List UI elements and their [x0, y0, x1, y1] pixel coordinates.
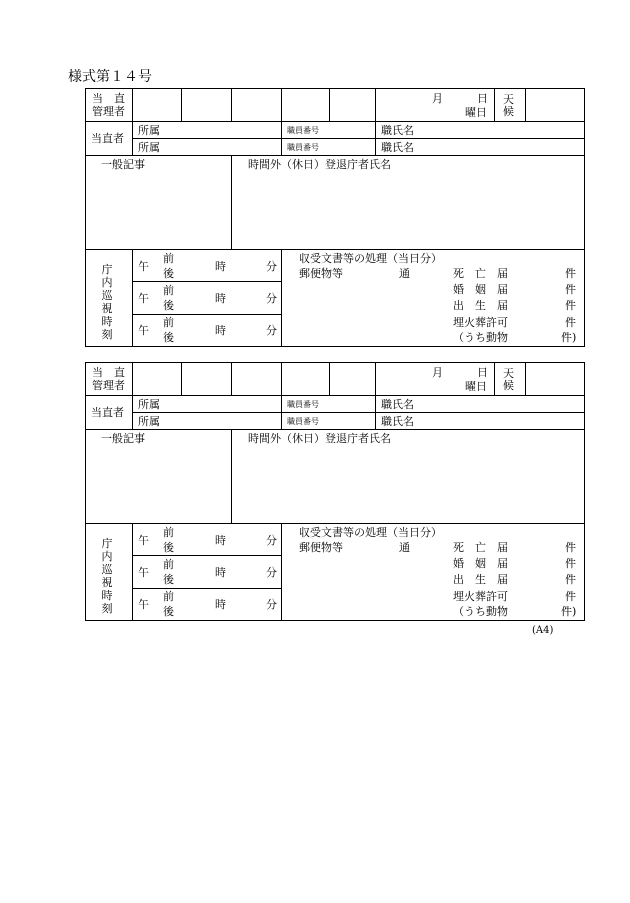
count-unit: 件 — [565, 299, 576, 312]
hour-label: 時 — [215, 292, 226, 305]
morning-label: 前 — [163, 590, 174, 603]
department-label: 所属 — [138, 141, 160, 154]
mail-label: 郵便物等 — [299, 541, 343, 554]
duty-manager-label-2: 管理者 — [92, 379, 125, 392]
count-unit: 件 — [565, 283, 576, 296]
documents-title: 収受文書等の処理（当日分） — [299, 252, 442, 265]
afternoon-label: 後 — [163, 267, 174, 280]
overtime-attendance-label: 時間外（休日）登退庁者氏名 — [248, 432, 391, 445]
minute-label: 分 — [266, 566, 277, 579]
paper-size-label: (A4) — [532, 625, 554, 636]
morning-label: 前 — [163, 316, 174, 329]
staff-name-label: 職氏名 — [381, 398, 414, 411]
patrol-time-label: 庁内巡視時刻 — [101, 263, 113, 341]
on-duty-staff-label: 当直者 — [91, 406, 124, 419]
minute-label: 分 — [266, 534, 277, 547]
animal-count-label: （うち動物 — [453, 605, 508, 618]
morning-label: 前 — [163, 526, 174, 539]
hour-label: 時 — [215, 534, 226, 547]
hour-label: 時 — [215, 566, 226, 579]
burial-permit-label: 埋火葬許可 — [453, 590, 508, 603]
staff-number-label: 職員番号 — [287, 417, 319, 426]
month-label: 月 — [432, 366, 443, 379]
staff-number-label: 職員番号 — [287, 400, 319, 409]
am-pm-label: 午 — [138, 292, 149, 305]
on-duty-staff-label: 当直者 — [91, 132, 124, 145]
count-unit-close: 件) — [561, 331, 577, 344]
am-pm-label: 午 — [138, 324, 149, 337]
death-notice-label: 死 亡 届 — [453, 267, 508, 280]
patrol-time-label: 庁内巡視時刻 — [101, 537, 113, 615]
burial-permit-label: 埋火葬許可 — [453, 316, 508, 329]
afternoon-label: 後 — [163, 331, 174, 344]
marriage-notice-label: 婚 姻 届 — [453, 557, 508, 570]
weekday-label: 曜日 — [465, 106, 487, 119]
afternoon-label: 後 — [163, 573, 174, 586]
am-pm-label: 午 — [138, 566, 149, 579]
month-label: 月 — [432, 92, 443, 105]
count-unit: 件 — [565, 267, 576, 280]
staff-number-label: 職員番号 — [287, 126, 319, 135]
afternoon-label: 後 — [163, 605, 174, 618]
staff-name-label: 職氏名 — [381, 124, 414, 137]
documents-title: 収受文書等の処理（当日分） — [299, 526, 442, 539]
staff-name-label: 職氏名 — [381, 415, 414, 428]
weekday-label: 曜日 — [465, 380, 487, 393]
birth-notice-label: 出 生 届 — [453, 299, 508, 312]
morning-label: 前 — [163, 252, 174, 265]
minute-label: 分 — [266, 324, 277, 337]
weather-label: 天 — [503, 93, 514, 106]
hour-label: 時 — [215, 260, 226, 273]
department-label: 所属 — [138, 398, 160, 411]
weather-label-2: 候 — [503, 105, 514, 118]
count-unit: 件 — [565, 590, 576, 603]
mail-label: 郵便物等 — [299, 267, 343, 280]
weather-label: 天 — [503, 367, 514, 380]
weather-label-2: 候 — [503, 379, 514, 392]
count-unit: 件 — [565, 316, 576, 329]
animal-count-label: （うち動物 — [453, 331, 508, 344]
birth-notice-label: 出 生 届 — [453, 573, 508, 586]
general-notes-label: 一般記事 — [101, 432, 145, 445]
morning-label: 前 — [163, 558, 174, 571]
day-label: 日 — [477, 92, 488, 105]
hour-label: 時 — [215, 324, 226, 337]
staff-number-label: 職員番号 — [287, 143, 319, 152]
mail-count-unit: 通 — [399, 267, 410, 280]
count-unit: 件 — [565, 557, 576, 570]
duty-manager-label-2: 管理者 — [92, 105, 125, 118]
minute-label: 分 — [266, 292, 277, 305]
marriage-notice-label: 婚 姻 届 — [453, 283, 508, 296]
duty-manager-label: 当 直 — [92, 92, 125, 105]
overtime-attendance-label: 時間外（休日）登退庁者氏名 — [248, 158, 391, 171]
duty-manager-label: 当 直 — [92, 366, 125, 379]
mail-count-unit: 通 — [399, 541, 410, 554]
count-unit: 件 — [565, 573, 576, 586]
department-label: 所属 — [138, 124, 160, 137]
minute-label: 分 — [266, 598, 277, 611]
form-title: 様式第１４号 — [68, 69, 152, 85]
afternoon-label: 後 — [163, 299, 174, 312]
afternoon-label: 後 — [163, 541, 174, 554]
am-pm-label: 午 — [138, 598, 149, 611]
hour-label: 時 — [215, 598, 226, 611]
general-notes-label: 一般記事 — [101, 158, 145, 171]
death-notice-label: 死 亡 届 — [453, 541, 508, 554]
count-unit-close: 件) — [561, 605, 577, 618]
staff-name-label: 職氏名 — [381, 141, 414, 154]
count-unit: 件 — [565, 541, 576, 554]
department-label: 所属 — [138, 415, 160, 428]
minute-label: 分 — [266, 260, 277, 273]
day-label: 日 — [477, 366, 488, 379]
morning-label: 前 — [163, 284, 174, 297]
am-pm-label: 午 — [138, 260, 149, 273]
am-pm-label: 午 — [138, 534, 149, 547]
